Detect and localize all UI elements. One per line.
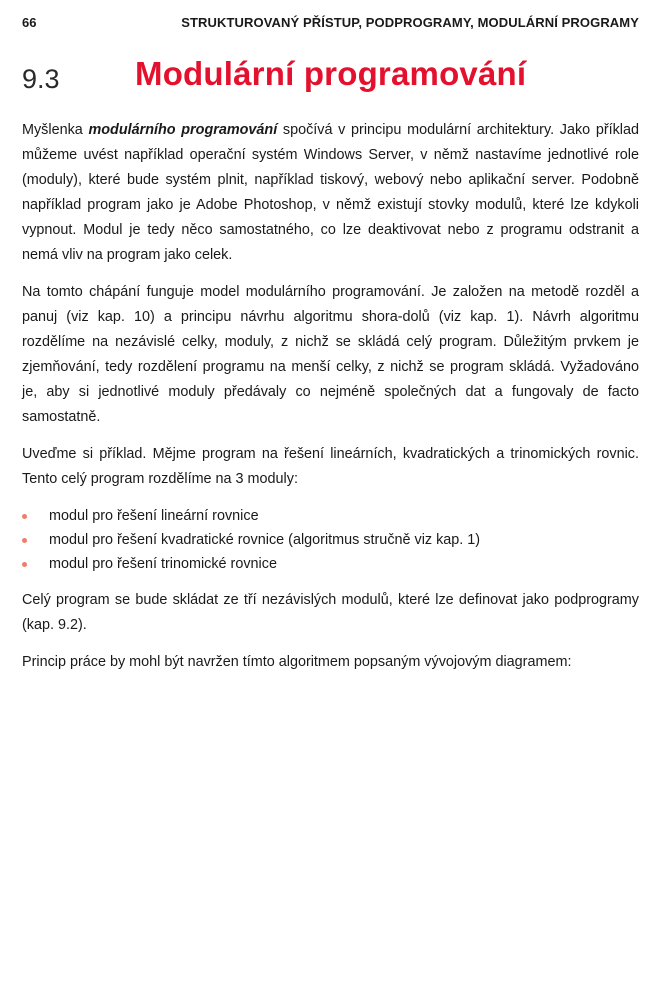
section-title: Modulární programování xyxy=(135,55,527,92)
running-header xyxy=(22,15,639,35)
list-item xyxy=(22,528,639,552)
paragraph-intro-rest: spočívá v principu modulární architektury. Jako příklad můžeme uvést například operační systém Windows Server, v němž nastavíme jednotlivé role (moduly), které bude systém plnit, například tiskový, webový nebo aplikační server. Podobně například program jako je Adobe Photoshop, v němž existují stovky modulů, které lze kdykoli vypnout. Modul je tedy něco samostatného, co lze deaktivovat nebo z programu odstranit a nemá vliv na program jako celek. xyxy=(22,122,640,263)
paragraph-summary: Celý program se bude skládat ze tří nezávislých modulů, které lze definovat jako podprogramy (kap. 9.2). xyxy=(22,592,639,633)
running-title: STRUKTUROVANÝ PŘÍSTUP, PODPROGRAMY, MODULÁRNÍ PROGRAMY xyxy=(181,15,639,30)
list-item-text: modul pro řešení trinomické rovnice xyxy=(49,556,277,572)
body-text xyxy=(22,118,639,687)
bullet-icon xyxy=(22,538,27,543)
list-item-text: modul pro řešení kvadratické rovnice (algoritmus stručně viz kap. 1) xyxy=(49,532,481,548)
section-heading xyxy=(22,55,639,99)
page-number: 66 xyxy=(22,15,37,30)
emphasized-term: modulárního programování xyxy=(88,122,278,138)
bullet-icon xyxy=(22,514,27,519)
paragraph-diagram-intro: Princip práce by mohl být navržen tímto algoritmem popsaným vývojovým diagramem: xyxy=(22,654,572,670)
paragraph-intro xyxy=(22,118,639,268)
section-number: 9.3 xyxy=(22,64,60,94)
bullet-icon xyxy=(22,562,27,567)
paragraph-intro-lead: Myšlenka xyxy=(22,122,89,138)
list-item-text: modul pro řešení lineární rovnice xyxy=(49,508,259,524)
list-item xyxy=(22,552,639,576)
module-list xyxy=(22,504,639,576)
paragraph-model: Na tomto chápání funguje model modulárního programování. Je založen na metodě rozděl a panuj (viz kap. 10) a principu návrhu algoritmu shora-dolů (viz kap. 1). Návrh algoritmu rozdělíme na nezávislé celky, moduly, z nichž se skládá celý program. Důležitým prvkem je zjemňování, tedy rozdělení programu na menší celky, z nichž se program skládá. Vyžadováno je, aby si jednotlivé moduly předávaly co nejméně společných dat a fungovaly de facto samostatně. xyxy=(22,284,639,425)
paragraph-example: Uveďme si příklad. Mějme program na řešení lineárních, kvadratických a trinomických rovnic. Tento celý program rozdělíme na 3 moduly: xyxy=(22,446,639,487)
list-item xyxy=(22,504,639,528)
